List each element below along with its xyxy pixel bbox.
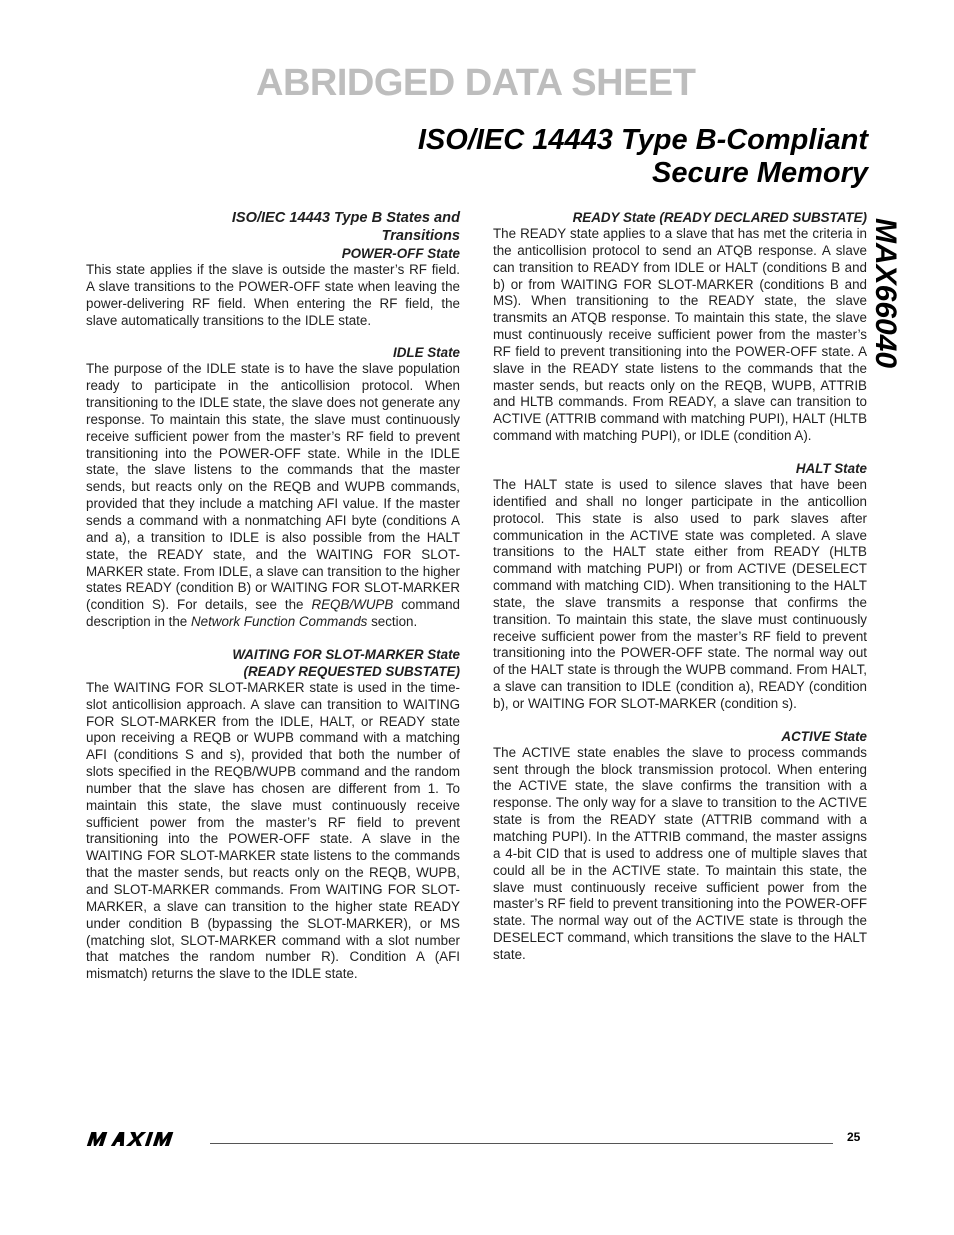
network-function-commands-reference: Network Function Commands	[190, 614, 368, 630]
active-heading: ACTIVE State	[781, 728, 867, 744]
ready-heading: READY State (READY DECLARED SUBSTATE)	[572, 210, 867, 225]
power-off-paragraph: This state applies if the slave is outside the master’s RF field. A slave transitions to the POWER-OFF state when leaving the power-delivering RF field. When entering the RF field, the slave automatically transitions to the IDLE state.	[86, 262, 460, 328]
maxim-logo	[86, 1130, 200, 1148]
document-title	[418, 124, 868, 190]
idle-text-end: section.	[367, 614, 418, 630]
waiting-paragraph: The WAITING FOR SLOT-MARKER state is used in the time-slot anticollision approach. A slave can transition to WAITING FOR SLOT-MARKER from the IDLE, HALT, or READY state upon receiving a REQB or WUPB command with a matching AFI (conditions S and s), provided that both the number of slots specified in the REQB/WUPB command and the random number that the slave has chosen are different from 1. To maintain this state, the slave must continuously receive sufficient power from the master’s RF field to prevent transitioning into the POWER-OFF state. A slave in the WAITING FOR SLOT-MARKER state listens to the commands that the master sends, but reacts only on the REQB, WUPB, and SLOT-MARKER commands. From WAITING FOR SLOT-MARKER, a slave can transition to the higher state READY under condition B (bypassing the SLOT-MARKER), or MS (matching slot, SLOT-MARKER command with a slot number that matches the random number R). Condition A (AFI mismatch) returns the slave to the IDLE state.	[86, 679, 460, 982]
waiting-heading	[86, 646, 460, 680]
section-title	[86, 209, 460, 245]
idle-text-mid: command description in the	[86, 597, 460, 630]
active-paragraph: The ACTIVE state enables the slave to process commands sent through the block transmission protocol. When entering the ACTIVE state, the slave confirms the transition with a response. The only way for a slave to transition to the ACTIVE state is from the READY state (ATTRIB command with a matching PUPI). In the ATTRIB command, the master assigns a 4-bit CID that is used to address one of multiple slaves that could all be in the ACTIVE state. To maintain this state, the slave must continuously receive sufficient power from the master’s RF field to prevent transitioning into the POWER-OFF state. The normal way out of the ACTIVE state is through the DESELECT command, which transitions the slave to the HALT state.	[493, 744, 867, 962]
footer-rule	[210, 1143, 833, 1144]
halt-paragraph: The HALT state is used to silence slaves that have been identified and shall no longer participate in the anticollion protocol. This state is also used to park slaves after communication in the ACTIVE state was completed. A slave transitions to the HALT state either from READY (HLTB command with matching PUPI) or from ACTIVE (DESELECT command with matching CID). When transitioning to the HALT state, the slave transmits a response that confirms the transition. To maintain this state, the slave must continuously receive sufficient power from the master’s RF field to prevent transitioning into the POWER-OFF state. The normal way out of the HALT state is through the WUPB command. From HALT, a slave can transition to IDLE (condition a), READY (condition b), or WAITING FOR SLOT-MARKER (condition s).	[493, 476, 867, 711]
title-line-1: ISO/IEC 14443 Type B-Compliant	[417, 124, 868, 156]
idle-paragraph	[86, 361, 460, 631]
reqb-wupb-reference: REQB/WUPB	[311, 597, 394, 613]
right-column	[493, 209, 867, 964]
section-title-line-2: Transitions	[381, 228, 460, 244]
idle-heading: IDLE State	[393, 345, 460, 361]
page-number: 25	[847, 1130, 861, 1144]
left-column	[86, 209, 460, 983]
part-number-label: MAX66040	[869, 218, 902, 369]
ready-paragraph: The READY state applies to a slave that has met the criteria in the anticollision protocol to send an ATQB response. A slave can transition to READY from IDLE or HALT (conditions B and b) or from WAITING FOR SLOT-MARKER (conditions B and MS). When transitioning to the READY state, the slave transmits an ATQB response. To maintain this state, the slave must continuously receive sufficient power from the master’s RF field to prevent transitioning into the POWER-OFF state. A slave in the READY state listens to the commands that the master sends, but reacts only on the REQB, WUPB, ATTRIB and HLTB commands. From READY, a slave can transition to ACTIVE (ATTRIB command with matching PUPI), HALT (HLTB command with matching PUPI), or IDLE (condition A).	[493, 226, 867, 444]
section-title-line-1: ISO/IEC 14443 Type B States and	[231, 210, 460, 226]
power-off-heading: POWER-OFF State	[341, 246, 460, 261]
waiting-heading-line-1: WAITING FOR SLOT-MARKER State	[232, 646, 460, 662]
abridged-banner: ABRIDGED DATA SHEET	[256, 62, 696, 104]
halt-heading: HALT State	[795, 460, 867, 476]
title-line-2: Secure Memory	[652, 157, 868, 189]
idle-text-start: The purpose of the IDLE state is to have the slave population ready to participate in the anticollision protocol. When transitioning to the IDLE state, the slave does not generate any response. To maintain this state, the slave must continuously receive sufficient power from the master’s RF field to prevent transitioning into the POWER-OFF state. While in the IDLE state, the slave listens to the commands that the master sends, but reacts only on the REQB and WUPB commands, provided that they include a matching AFI value. If the master sends a command with a nonmatching AFI byte (conditions A and a), a transition to IDLE is also possible from the HALT state, the READY state, and the WAITING FOR SLOT-MARKER state. From IDLE, a slave can transition to the higher states READY (condition B) or WAITING FOR SLOT-MARKER (condition S). For details, see the	[86, 361, 460, 613]
part-number-sidebar	[869, 218, 915, 388]
waiting-heading-line-2: (READY REQUESTED SUBSTATE)	[243, 663, 460, 679]
